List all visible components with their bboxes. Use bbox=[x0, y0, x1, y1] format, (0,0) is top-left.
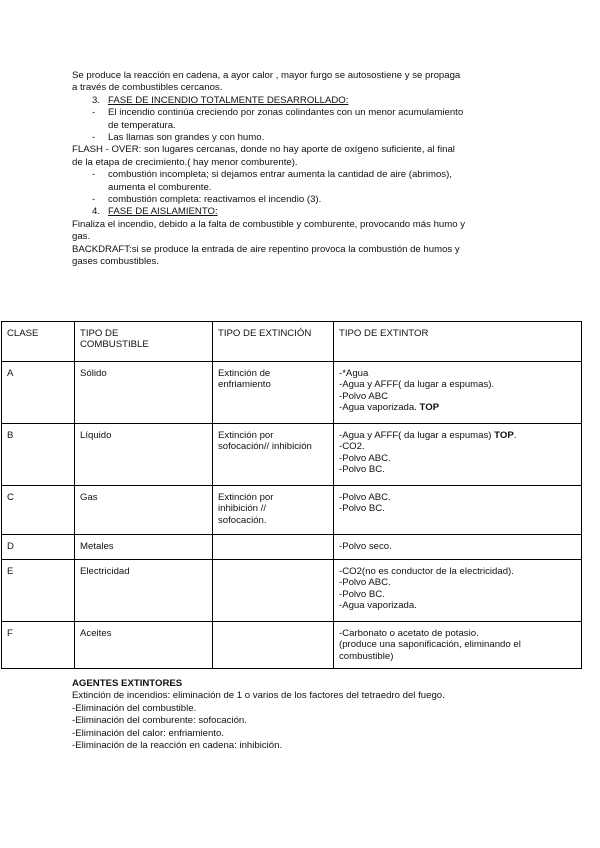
cell-line: -Agua y AFFF( da lugar a espumas). bbox=[339, 379, 495, 391]
cell-combustible: Sólido bbox=[75, 362, 213, 424]
cell-line: -CO2(no es conductor de la electricidad). bbox=[339, 566, 514, 577]
flashover-bullet bbox=[72, 194, 532, 206]
cell-combustible: Metales bbox=[75, 535, 213, 560]
cell-combustible: Líquido bbox=[75, 424, 213, 486]
cell-line: Extinción por bbox=[218, 492, 274, 503]
cell-line: -*Agua bbox=[339, 368, 369, 379]
final-line: gas. bbox=[72, 231, 91, 243]
backdraft-line: gases combustibles. bbox=[72, 256, 159, 268]
agentes-line: -Eliminación del comburente: sofocación. bbox=[72, 715, 247, 727]
cell-extincion bbox=[213, 486, 334, 535]
header-text: TIPO DE bbox=[80, 328, 119, 339]
header-text: COMBUSTIBLE bbox=[80, 339, 149, 351]
phase-3-number: 3. bbox=[92, 94, 101, 106]
cell-clase: C bbox=[2, 486, 75, 535]
cell-line: (produce una saponificación, eliminando el bbox=[339, 639, 521, 651]
bullet-text: Las llamas son grandes y con humo. bbox=[108, 132, 265, 144]
cell-extincion bbox=[213, 362, 334, 424]
agentes-line: -Eliminación del combustible. bbox=[72, 702, 197, 714]
header-tipo-extincion: TIPO DE EXTINCIÓN bbox=[213, 322, 334, 362]
cell-extincion bbox=[213, 560, 334, 622]
intro-paragraph-line: a través de combustibles cercanos. bbox=[72, 82, 223, 94]
agentes-line: Extinción de incendios: eliminación de 1 o varios de los factores del tetraedro del fuego. bbox=[72, 690, 445, 702]
agentes-title: AGENTES EXTINTORES bbox=[72, 678, 183, 689]
flashover-line: de la etapa de crecimiento.( hay menor comburente). bbox=[72, 156, 298, 168]
cell-extintor bbox=[334, 560, 582, 622]
backdraft-line: BACKDRAFT:si se produce la entrada de aire repentino provoca la combustión de humos y bbox=[72, 243, 460, 255]
bullet-text: combustión incompleta; si dejamos entrar aumenta la cantidad de aire (abrimos), bbox=[108, 169, 452, 181]
header-tipo-extintor: TIPO DE EXTINTOR bbox=[334, 322, 582, 362]
agentes-line: -Eliminación de la reacción en cadena: inhibición. bbox=[72, 740, 283, 752]
top-badge: TOP bbox=[494, 430, 514, 441]
flashover-bullet bbox=[72, 169, 532, 194]
table-row-c bbox=[2, 486, 582, 535]
phase-3-title: FASE DE INCENDIO TOTALMENTE DESARROLLADO: bbox=[108, 94, 349, 106]
cell-extintor: -Polvo seco. bbox=[334, 535, 582, 560]
agentes-line: -Eliminación del calor: enfriamiento. bbox=[72, 727, 224, 739]
phase-4-heading bbox=[72, 206, 532, 218]
bullet-text: aumenta el comburente. bbox=[108, 181, 212, 193]
cell-line: combustible) bbox=[339, 650, 394, 662]
cell-extintor: -Agua y AFFF( da lugar a espumas) TOP. -CO2. -Polvo ABC. -Polvo BC. bbox=[334, 424, 582, 486]
cell-extintor bbox=[334, 622, 582, 669]
cell-line: -Polvo BC. bbox=[339, 503, 385, 515]
cell-extintor bbox=[334, 486, 582, 535]
cell-line: Extinción de bbox=[218, 368, 271, 379]
cell-line: enfriamiento bbox=[218, 379, 271, 391]
cell-line: Extinción por bbox=[218, 430, 274, 441]
cell-line: -Polvo ABC. bbox=[339, 492, 391, 503]
cell-line: -Carbonato o acetato de potasio. bbox=[339, 628, 479, 639]
bullet-text: El incendio continúa creciendo por zonas colindantes con un menor acumulamiento bbox=[108, 107, 464, 119]
cell-combustible: Aceites bbox=[75, 622, 213, 669]
bullet-text: de temperatura. bbox=[108, 119, 176, 131]
cell-extincion bbox=[213, 535, 334, 560]
table-header-row bbox=[2, 322, 582, 362]
table-row-b bbox=[2, 424, 582, 486]
cell-line: -Polvo BC. bbox=[339, 588, 385, 600]
dash-bullet: - bbox=[92, 194, 96, 206]
phase-3-bullet bbox=[72, 132, 532, 144]
cell-line: -Polvo BC. bbox=[339, 464, 385, 476]
top-badge: TOP bbox=[419, 402, 440, 414]
cell-line: -Polvo ABC bbox=[339, 390, 389, 402]
extinguisher-table bbox=[1, 321, 582, 669]
cell-extintor bbox=[334, 362, 582, 424]
cell-line: -Polvo ABC. bbox=[339, 577, 391, 589]
dash-bullet: - bbox=[92, 107, 96, 119]
cell-line: -Agua vaporizada. bbox=[339, 600, 417, 612]
phase-3-heading bbox=[72, 95, 532, 107]
dash-bullet: - bbox=[92, 132, 96, 144]
agentes-section bbox=[72, 678, 532, 752]
cell-clase: F bbox=[2, 622, 75, 669]
dash-bullet: - bbox=[92, 169, 96, 181]
cell-line: sofocación. bbox=[218, 514, 267, 526]
phase-4-title: FASE DE AISLAMIENTO: bbox=[108, 206, 218, 218]
header-tipo-combustible bbox=[75, 322, 213, 362]
table-row-e bbox=[2, 560, 582, 622]
header-clase: CLASE bbox=[2, 322, 75, 362]
bullet-text: combustión completa: reactivamos el incendio (3). bbox=[108, 194, 322, 206]
cell-clase: A bbox=[2, 362, 75, 424]
cell-line: -Polvo ABC. bbox=[339, 452, 391, 464]
cell-clase: E bbox=[2, 560, 75, 622]
intro-paragraph-line: Se produce la reacción en cadena, a ayor calor , mayor furgo se autosostiene y se propaga bbox=[72, 70, 461, 81]
intro-section bbox=[72, 70, 532, 269]
phase-3-bullet bbox=[72, 107, 532, 132]
cell-line: inhibición // bbox=[218, 503, 266, 515]
cell-line: -Agua y AFFF( da lugar a espumas) bbox=[339, 430, 492, 441]
final-line: Finaliza el incendio, debido a la falta de combustible y comburente, provocando más humo y bbox=[72, 218, 466, 230]
cell-extincion bbox=[213, 622, 334, 669]
table-row-d bbox=[2, 535, 582, 560]
cell-line: sofocación// inhibición bbox=[218, 441, 312, 453]
cell-clase: B bbox=[2, 424, 75, 486]
flashover-line: FLASH - OVER: son lugares cercanas, donde no hay aporte de oxígeno suficiente, al final bbox=[72, 144, 455, 156]
table-row-a bbox=[2, 362, 582, 424]
cell-line: -Agua vaporizada. bbox=[339, 402, 417, 414]
cell-combustible: Electricidad bbox=[75, 560, 213, 622]
cell-clase: D bbox=[2, 535, 75, 560]
cell-extincion bbox=[213, 424, 334, 486]
cell-line: -CO2. bbox=[339, 441, 365, 453]
cell-combustible: Gas bbox=[75, 486, 213, 535]
table-row-f bbox=[2, 622, 582, 669]
phase-4-number: 4. bbox=[92, 206, 101, 218]
